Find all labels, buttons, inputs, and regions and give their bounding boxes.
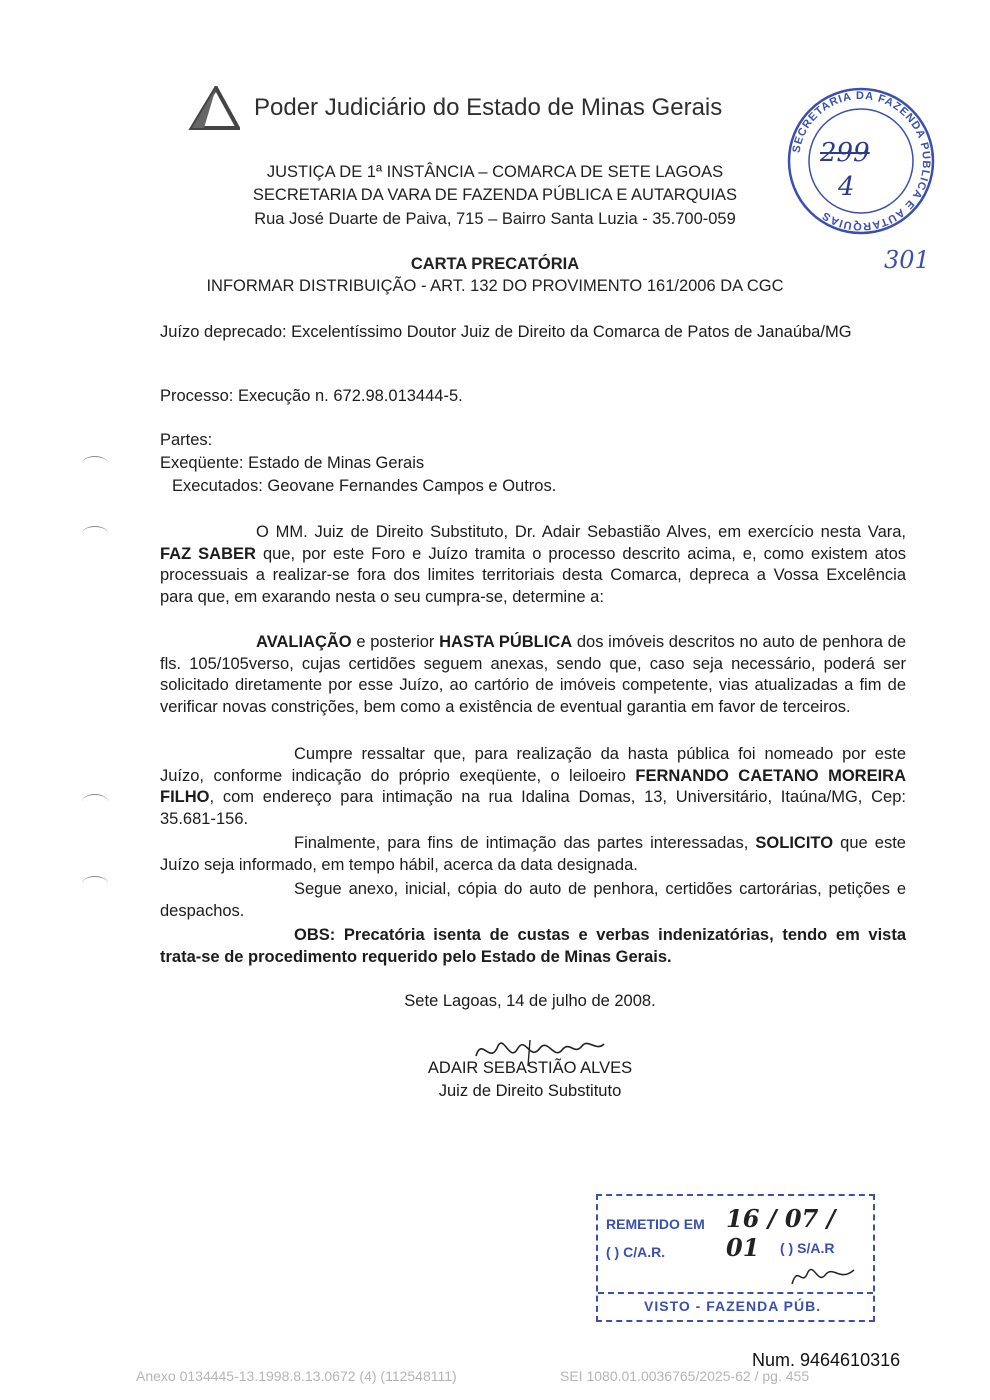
punch-mark (82, 526, 108, 541)
remetido-date: 16 / 07 / 01 (726, 1204, 836, 1262)
stamp-ring-text: SECRETARIA DA FAZENDA PÚBLICA E AUTARQUIAS (790, 89, 933, 233)
remetido-label: REMETIDO EM (606, 1216, 705, 1232)
place-date: Sete Lagoas, 14 de julho de 2008. (404, 992, 656, 1010)
page-number-new: 301 (884, 246, 930, 274)
processo-number: Processo: Execução n. 672.98.013444-5. (160, 387, 463, 405)
institution-name: Poder Judiciário do Estado de Minas Gerais (254, 94, 723, 121)
exequente: Exeqüente: Estado de Minas Gerais (160, 454, 425, 472)
paragraph-4: Finalmente, para fins de intimação das partes interessadas, SOLICITO que este Juízo seja informado, em tempo hábil, acerca da data designada. (160, 834, 906, 874)
judge-name: ADAIR SEBASTIÃO ALVES (427, 1059, 633, 1077)
stamp-divider (598, 1292, 873, 1294)
page-mark: 4 (838, 172, 855, 202)
partes-label: Partes: (160, 431, 213, 449)
page-number-old: 299 (820, 138, 870, 168)
executados: Executados: Geovane Fernandes Campos e Outros. (172, 477, 557, 495)
header-line-1: JUSTIÇA DE 1ª INSTÂNCIA – COMARCA DE SETE LAGOAS (266, 163, 724, 181)
juizo-deprecado: Juízo deprecado: Excelentíssimo Doutor Juiz de Direito da Comarca de Patos de Janaúba/MG (160, 323, 852, 341)
visto-label: VISTO - FAZENDA PÚB. (644, 1298, 822, 1314)
document-subtitle: INFORMAR DISTRIBUIÇÃO - ART. 132 DO PROVIMENTO 161/2006 DA CGC (206, 277, 784, 295)
paragraph-2: AVALIAÇÃO e posterior HASTA PÚBLICA dos imóveis descritos no auto de penhora de fls. 105/105verso, cujas certidões seguem anexas, sendo que, caso seja necessário, poderá ser solicitado diretamente por esse Juízo, ao cartório de imóveis competente, vias atualizadas a fim de verificar novas constrições, bem como a existência de eventual garantia em favor de terceiros. (160, 633, 906, 716)
punch-mark (82, 456, 108, 471)
document-title: CARTA PRECATÓRIA (410, 255, 580, 273)
footer-anexo: Anexo 0134445-13.1998.8.13.0672 (4) (112548111) (136, 1368, 457, 1384)
header-line-2: SECRETARIA DA VARA DE FAZENDA PÚBLICA E AUTARQUIAS (252, 186, 738, 204)
obs-note: OBS: Precatória isenta de custas e verbas indenizatórias, tendo em vista trata-se de procedimento requerido pelo Estado de Minas Gerais. (160, 926, 906, 966)
document-number: Num. 9464610316 (752, 1350, 901, 1370)
visto-initials (788, 1258, 858, 1294)
sar-option: ( ) S/A.R (780, 1240, 835, 1256)
paragraph-5: Segue anexo, inicial, cópia do auto de penhora, certidões cartorárias, petições e despachos. (160, 880, 906, 920)
court-logo-icon (188, 86, 240, 130)
judge-role: Juiz de Direito Substituto (438, 1082, 622, 1100)
punch-mark (82, 794, 108, 809)
remetido-stamp (596, 1194, 875, 1322)
paragraph-1: O MM. Juiz de Direito Substituto, Dr. Adair Sebastião Alves, em exercício nesta Vara, FAZ SABER que, por este Foro e Juízo tramita o processo descrito acima, e, como existem atos processuais a realizar-se fora dos limites territoriais desta Comarca, depreca a Vossa Excelência para que, em exarando nesta o seu cumpra-se, determine a: (160, 523, 907, 606)
header-address: Rua José Duarte de Paiva, 715 – Bairro Santa Luzia - 35.700-059 (254, 210, 736, 228)
punch-mark (82, 876, 108, 891)
footer-sei: SEI 1080.01.0036765/2025-62 / pg. 455 (560, 1368, 810, 1384)
paragraph-3: Cumpre ressaltar que, para realização da hasta pública foi nomeado por este Juízo, conforme indicação do próprio exeqüente, o leiloeiro FERNANDO CAETANO MOREIRA FILHO, com endereço para intimação na rua Idalina Domas, 13, Universitário, Itaúna/MG, Cep: 35.681-156. (160, 745, 906, 828)
car-option: ( ) C/A.R. (606, 1244, 666, 1260)
